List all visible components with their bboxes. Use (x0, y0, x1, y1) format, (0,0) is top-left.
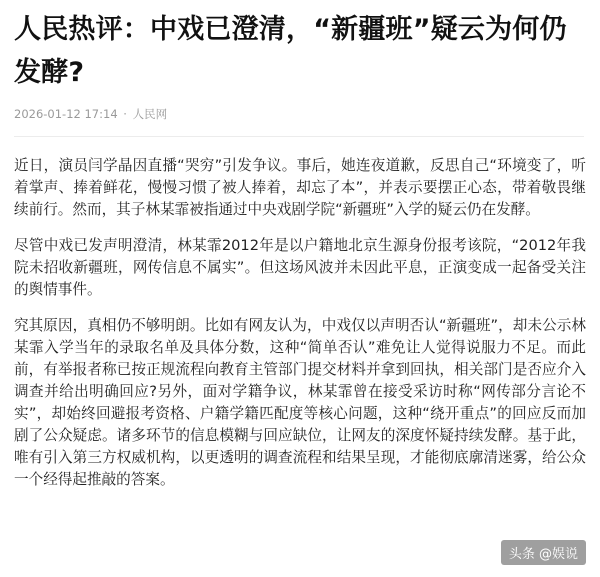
paragraph-1: 近日，演员闫学晶因直播“哭穷”引发争议。事后，她连夜道歉，反思自己“环境变了，听着掌声、捧着鲜花，慢慢习惯了被人捧着，却忘了本”，并表示要摆正心态，带着敬畏继续前行。然而，其子林某霏被指通过中央戏剧学院“新疆班”入学的疑云仍在发酵。 (14, 157, 586, 218)
divider (14, 136, 584, 137)
article-title: 人民热评：中戏已澄清，“新疆班”疑云为何仍发酵? (14, 14, 567, 88)
article-meta (14, 106, 588, 122)
paragraph-2: 尽管中戏已发声明澄清，林某霏2012年是以户籍地北京生源身份报考该院，“2012年我院未招收新疆班，网传信息不属实”。但这场风波并未因此平息，正演变成一起备受关注的舆情事件。 (14, 237, 586, 298)
paragraph-3: 究其原因，真相仍不够明朗。比如有网友认为，中戏仅以声明否认“新疆班”，却未公示林某霏入学当年的录取名单及具体分数，这种“简单否认”难免让人觉得说服力不足。而此前，有举报者称已按正规流程向教育主管部门提交材料并拿到回执，相关部门是否应介入调查并给出明确回应?另外，面对学籍争议，林某霏曾在接受采访时称“网传部分言论不实”，却始终回避报考资格、户籍学籍匹配度等核心问题，这种“绕开重点”的回应反而加剧了公众疑虑。诸多环节的信息模糊与回应缺位，让网友的深度怀疑持续发酵。基于此，唯有引入第三方权威机构，以更透明的调查流程和结果呈现，才能彻底廓清迷雾，给公众一个经得起推敲的答案。 (14, 317, 586, 488)
meta-separator: · (123, 107, 127, 121)
publish-date: 2026-01-12 17:14 (14, 107, 118, 121)
watermark-text: 头条 @娱说 (508, 547, 578, 562)
article (14, 8, 588, 491)
watermark (501, 540, 586, 565)
source-link[interactable]: 人民网 (132, 107, 168, 121)
